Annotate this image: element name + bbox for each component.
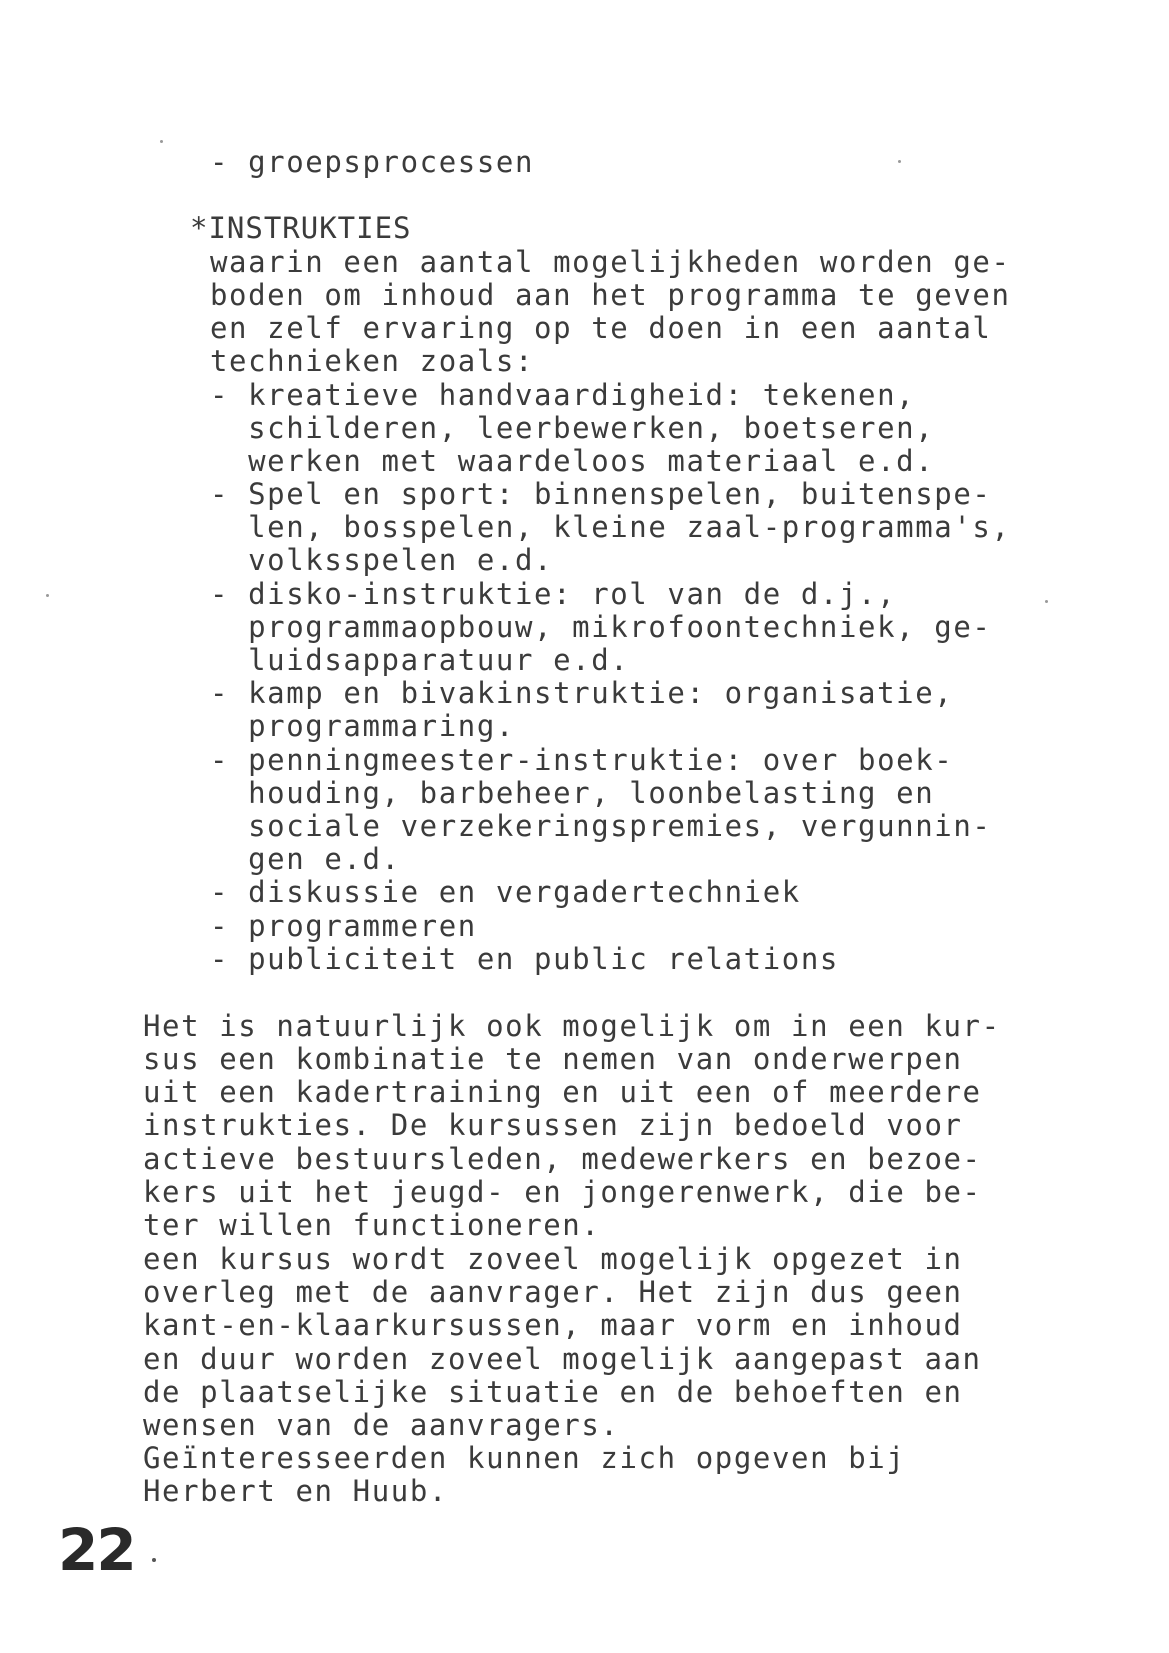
intro-line: boden om inhoud aan het programma te geven [210,278,1011,312]
list-line: volksspelen e.d. [210,543,554,577]
intro-line: waarin een aantal mogelijkheden worden ge- [210,245,1011,279]
list-line: - disko-instruktie: rol van de d.j., [210,577,897,611]
body-line: Het is natuurlijk ook mogelijk om in een kur- [143,1009,1001,1043]
list-line: - Spel en sport: binnenspelen, buitenspe- [210,477,992,511]
scan-speck [160,140,163,143]
list-line: schilderen, leerbewerken, boetseren, [210,411,935,445]
scan-speck [152,1558,156,1562]
list-line: - penningmeester-instruktie: over boek- [210,743,954,777]
list-line: werken met waardeloos materiaal e.d. [210,444,935,478]
body-line: kant-en-klaarkursussen, maar vorm en inhoud [143,1308,963,1342]
body-line: en duur worden zoveel mogelijk aangepast aan [143,1342,982,1376]
list-line: gen e.d. [210,842,401,876]
body-line: Herbert en Huub. [143,1474,448,1508]
body-line: ter willen functioneren. [143,1208,601,1242]
body-line: actieve bestuursleden, medewerkers en bezoe- [143,1142,982,1176]
scan-speck [46,594,49,597]
list-line: len, bosspelen, kleine zaal-programma's, [210,510,1011,544]
scan-speck [898,160,901,163]
body-line: kers uit het jeugd- en jongerenwerk, die be- [143,1175,982,1209]
body-line: overleg met de aanvrager. Het zijn dus geen [143,1275,963,1309]
list-line: - publiciteit en public relations [210,942,839,976]
intro-line: en zelf ervaring op te doen in een aantal [210,311,992,345]
list-line: programmaring. [210,709,515,743]
body-line: wensen van de aanvragers. [143,1408,620,1442]
body-line: een kursus wordt zoveel mogelijk opgezet in [143,1242,963,1276]
body-line: de plaatselijke situatie en de behoeften en [143,1375,963,1409]
list-line: - kreatieve handvaardigheid: tekenen, [210,378,916,412]
list-line: houding, barbeheer, loonbelasting en [210,776,935,810]
body-line: Geïnteresseerden kunnen zich opgeven bij [143,1441,906,1475]
intro-line: technieken zoals: [210,344,535,378]
list-line: - diskussie en vergadertechniek [210,875,801,909]
list-line: - programmeren [210,909,477,943]
list-line: luidsapparatuur e.d. [210,643,630,677]
page-number: 22 [58,1516,135,1584]
scan-speck [1045,600,1048,603]
body-line: sus een kombinatie te nemen van onderwerpen [143,1042,963,1076]
list-line: sociale verzekeringspremies, vergunnin- [210,809,992,843]
body-line: uit een kadertraining en uit een of meerdere [143,1075,982,1109]
list-line: programmaopbouw, mikrofoontechniek, ge- [210,610,992,644]
section-heading: *INSTRUKTIES [190,211,412,245]
body-line: instrukties. De kursussen zijn bedoeld voor [143,1108,963,1142]
list-line: - kamp en bivakinstruktie: organisatie, [210,676,954,710]
list-item-groepsprocessen: - groepsprocessen [210,145,535,179]
